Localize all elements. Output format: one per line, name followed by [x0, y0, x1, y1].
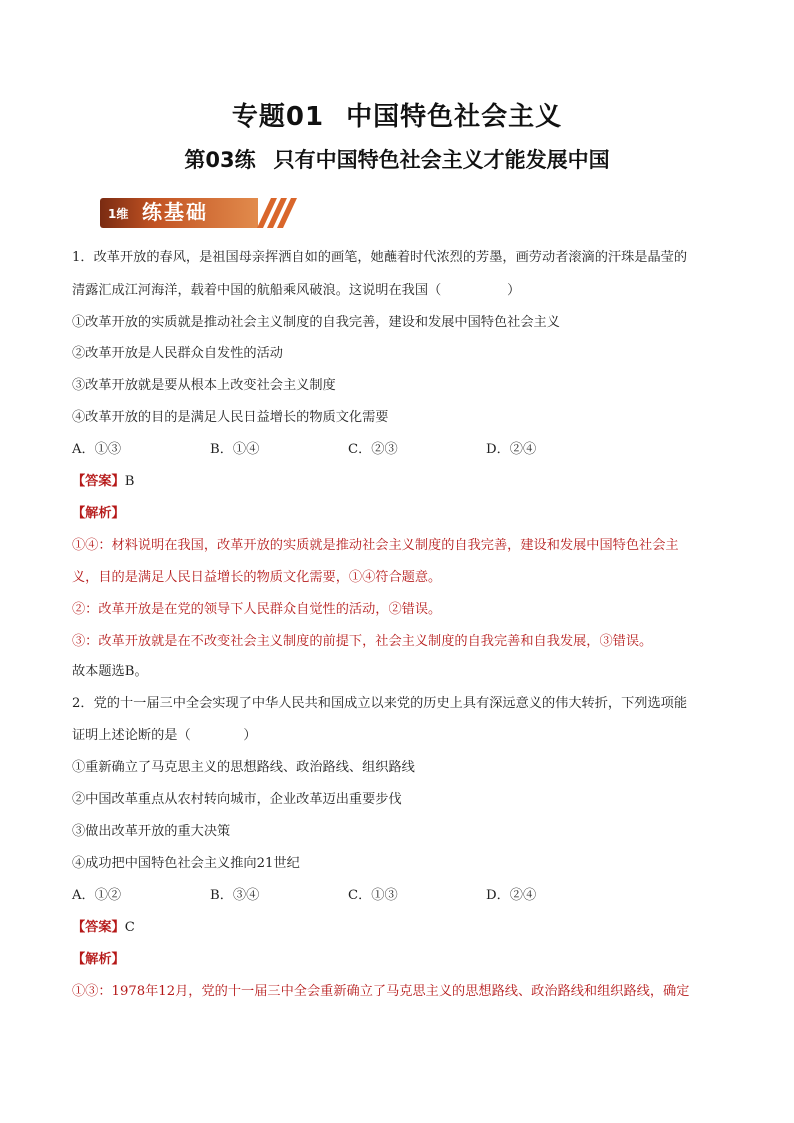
q2-analysis-label: 【解析】	[72, 952, 125, 967]
q1-analysis-line: ①④：材料说明在我国，改革开放的实质就是推动社会主义制度的自我完善，建设和发展中国特色社会主	[72, 538, 679, 553]
q2-answer	[72, 918, 732, 938]
q2-option-a: A．①②	[72, 888, 122, 903]
lesson-number: 第03练	[184, 148, 256, 172]
q2-item: ②中国改革重点从农村转向城市，企业改革迈出重要步伐	[72, 792, 402, 807]
page-title	[0, 96, 794, 133]
q1-answer-label: 【答案】	[72, 474, 125, 489]
page-subtitle	[0, 144, 794, 174]
q2-item: ④成功把中国特色社会主义推向21世纪	[72, 856, 300, 871]
q1-answer	[72, 472, 732, 492]
q1-analysis-line: ③：改革开放就是在不改变社会主义制度的前提下，社会主义制度的自我完善和自我发展，③错误。	[72, 634, 653, 649]
q1-item: ①改革开放的实质就是推动社会主义制度的自我完善，建设和发展中国特色社会主义	[72, 315, 560, 330]
q2-option-b: B．③④	[210, 888, 260, 903]
q2-stem-line2: 证明上述论断的是（ ）	[72, 728, 257, 743]
q1-analysis-line: ②：改革开放是在党的领导下人民群众自觉性的活动，②错误。	[72, 602, 442, 617]
q1-option-a: A．①③	[72, 442, 122, 457]
q1-stem-line2: 清露汇成江河海洋，载着中国的航船乘风破浪。这说明在我国（ ）	[72, 283, 521, 298]
banner-label: 练基础	[142, 200, 208, 224]
q2-option-d: D．②④	[486, 888, 537, 903]
q1-conclusion: 故本题选B。	[72, 664, 148, 679]
q1-analysis-label: 【解析】	[72, 506, 125, 521]
q2-answer-label: 【答案】	[72, 920, 125, 935]
q2-item: ①重新确立了马克思主义的思想路线、政治路线、组织路线	[72, 760, 415, 775]
q1-item: ③改革开放就是要从根本上改变社会主义制度	[72, 378, 336, 393]
q1-item: ②改革开放是人民群众自发性的活动	[72, 346, 283, 361]
topic-number: 专题01	[231, 102, 325, 132]
q2-option-c: C．①③	[348, 888, 398, 903]
q1-option-d: D．②④	[486, 442, 537, 457]
q2-stem-line1: 2．党的十一届三中全会实现了中华人民共和国成立以来党的历史上具有深远意义的伟大转折，下列选项能	[72, 696, 688, 711]
lesson-name: 只有中国特色社会主义才能发展中国	[273, 148, 610, 172]
q1-answer-value: B	[124, 474, 135, 489]
section-banner	[100, 196, 290, 230]
q2-analysis-line: ①③：1978年12月，党的十一届三中全会重新确立了马克思主义的思想路线、政治路线和组织路线，确定	[72, 984, 690, 999]
topic-name: 中国特色社会主义	[346, 102, 563, 132]
banner-badge: 1维	[108, 207, 129, 221]
q1-option-c: C．②③	[348, 442, 398, 457]
q1-stem-line1: 1．改革开放的春风，是祖国母亲挥洒自如的画笔，她蘸着时代浓烈的芳墨，画劳动者滚滴的汗珠是晶莹的	[72, 250, 688, 265]
q1-item: ④改革开放的目的是满足人民日益增长的物质文化需要	[72, 410, 389, 425]
q1-option-b: B．①④	[210, 442, 260, 457]
q1-analysis-line: 义，目的是满足人民日益增长的物质文化需要，①④符合题意。	[72, 570, 442, 585]
q2-answer-value: C	[124, 920, 135, 935]
q2-item: ③做出改革开放的重大决策	[72, 824, 231, 839]
